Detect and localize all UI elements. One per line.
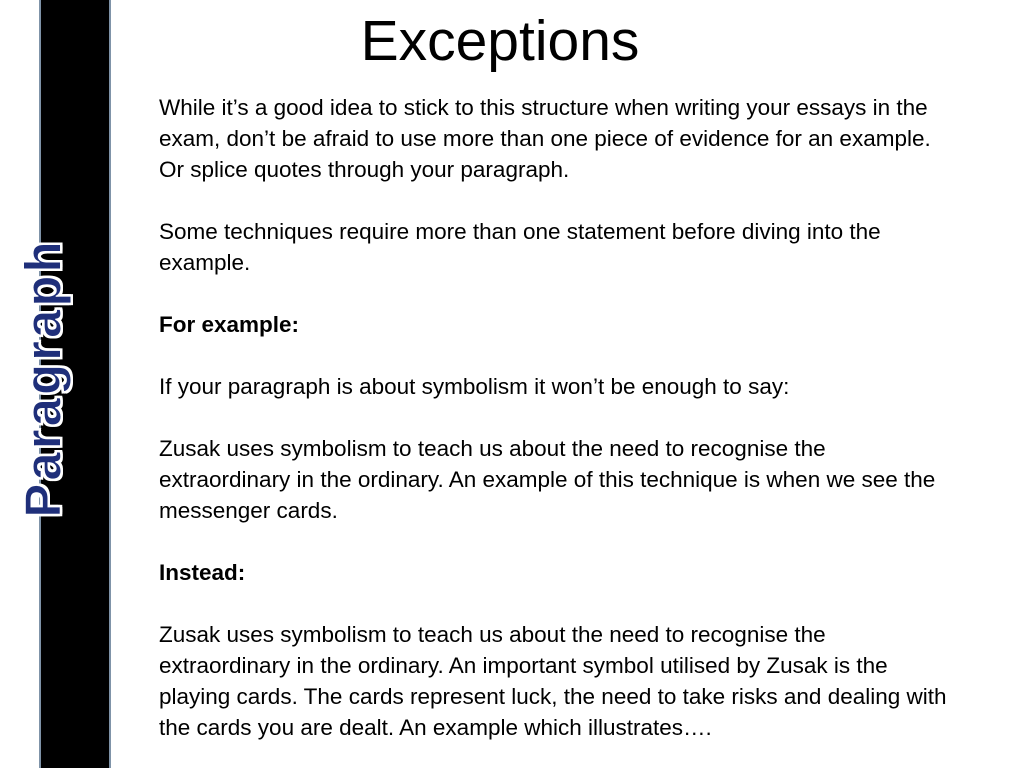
slide-body (159, 92, 959, 768)
paragraph-weak-example: Zusak uses symbolism to teach us about the need to recognise the extraordinary in the ordinary. An example of this technique is when we see the messenger cards. (159, 436, 936, 523)
paragraph-intro: While it’s a good idea to stick to this structure when writing your essays in the exam, don’t be afraid to use more than one piece of evidence for an example. Or splice quotes through your paragraph. (159, 95, 931, 182)
paragraph-techniques: Some techniques require more than one statement before diving into the example. (159, 219, 881, 275)
slide-title: Exceptions (360, 9, 640, 73)
heading-instead: Instead: (159, 560, 246, 585)
paragraph-strong-example: Zusak uses symbolism to teach us about the need to recognise the extraordinary in the ordinary. An important symbol utilised by Zusak is the playing cards. The cards represent luck, the need to take risks and dealing with the cards you are dealt. An example which illustrates…. (159, 622, 947, 740)
heading-for-example: For example: (159, 312, 300, 337)
paragraph-symbolism: If your paragraph is about symbolism it won’t be enough to say: (159, 374, 790, 399)
sidebar-title: Paragraph (14, 238, 72, 518)
